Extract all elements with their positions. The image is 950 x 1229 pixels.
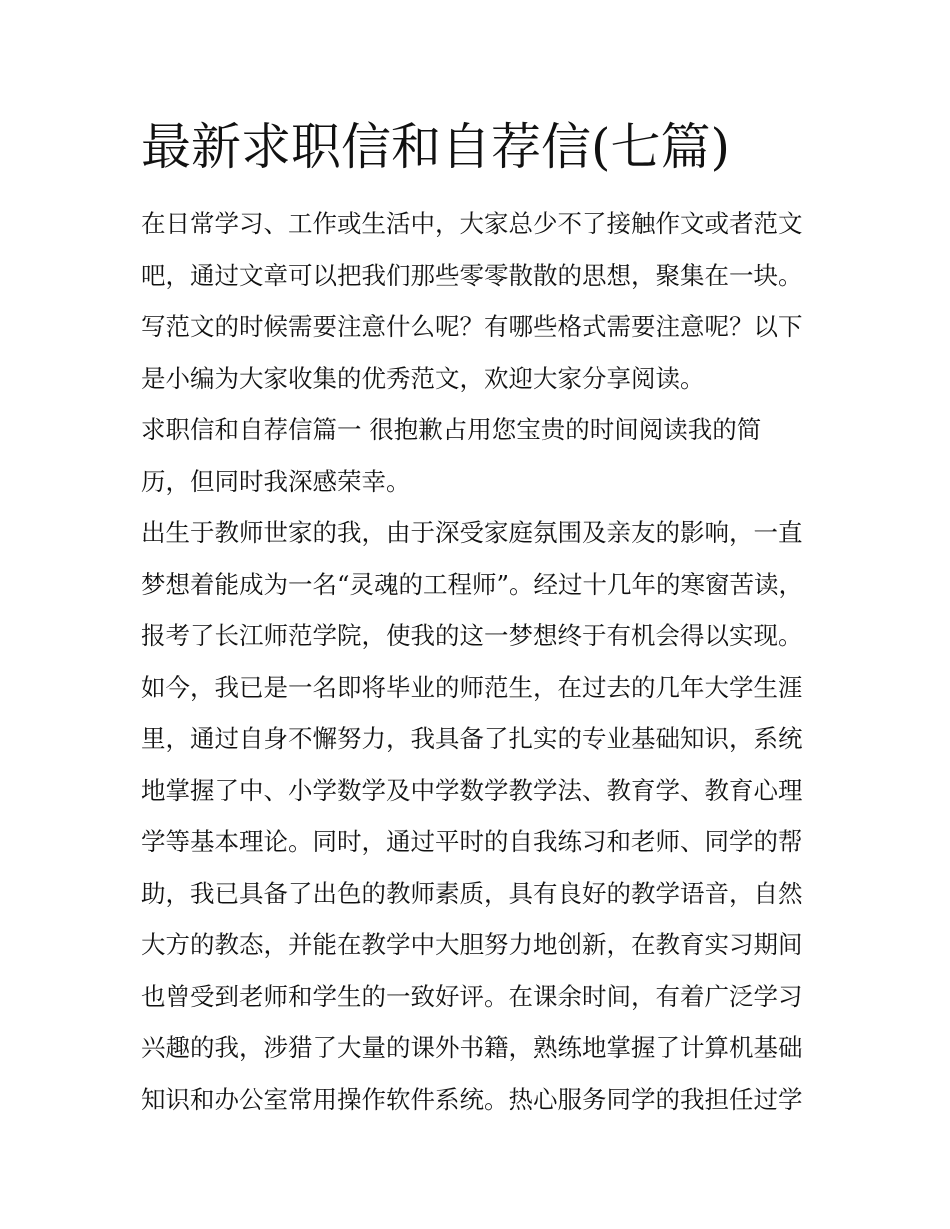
- text-line: 报考了长江师范学院，使我的这一梦想终于有机会得以实现。: [141, 621, 803, 650]
- text-line: 出生于教师世家的我，由于深受家庭氛围及亲友的影响，一直: [141, 518, 803, 547]
- text-line: 求职信和自荐信篇一 很抱歉占用您宝贵的时间阅读我的简: [141, 415, 762, 444]
- text-line: 在日常学习、工作或生活中，大家总少不了接触作文或者范文: [141, 209, 803, 238]
- text-line: 梦想着能成为一名“灵魂的工程师”。经过十几年的寒窗苦读，: [141, 569, 804, 599]
- text-line: 也曾受到老师和学生的一致好评。在课余时间，有着广泛学习: [141, 981, 803, 1011]
- text-line: 助，我已具备了出色的教师素质，具有良好的教学语音，自然: [141, 878, 803, 908]
- text-line: 里，通过自身不懈努力，我具备了扎实的专业基础知识，系统: [141, 724, 803, 753]
- text-line: 大方的教态，并能在教学中大胆努力地创新，在教育实习期间: [141, 930, 803, 959]
- text-line: 历，但同时我深感荣幸。: [141, 466, 411, 496]
- document-body: [141, 198, 821, 1125]
- text-line: 吧，通过文章可以把我们那些零零散散的思想，聚集在一块。: [141, 260, 803, 290]
- page-title: 最新求职信和自荐信(七篇): [141, 118, 731, 176]
- text-line: 如今，我已是一名即将毕业的师范生，在过去的几年大学生涯: [141, 672, 803, 702]
- text-line: 学等基本理论。同时，通过平时的自我练习和老师、同学的帮: [141, 827, 803, 856]
- text-line: 是小编为大家收集的优秀范文，欢迎大家分享阅读。: [141, 363, 705, 393]
- text-line: 知识和办公室常用操作软件系统。热心服务同学的我担任过学: [141, 1084, 803, 1114]
- text-line: 地掌握了中、小学数学及中学数学教学法、教育学、教育心理: [141, 775, 803, 805]
- text-line: 写范文的时候需要注意什么呢？有哪些格式需要注意呢？以下: [141, 312, 803, 341]
- text-line: 兴趣的我，涉猎了大量的课外书籍，熟练地掌握了计算机基础: [141, 1033, 803, 1062]
